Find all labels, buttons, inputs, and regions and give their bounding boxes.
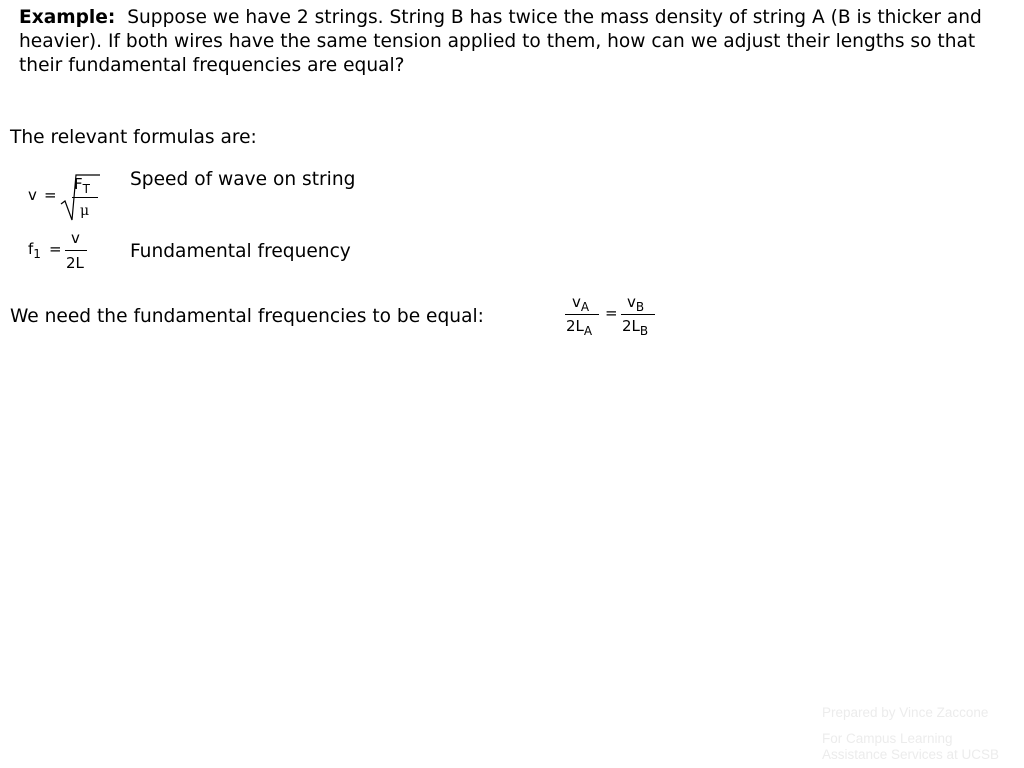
fundamental-denominator: 2L [66, 254, 84, 272]
problem-text: Suppose we have 2 strings. String B has twice the mass density of string A (B is thicker and heavier). If both wires have the same tension applied to them, how can we adjust their lengths so that their fundamental frequencies are equal? [19, 7, 982, 76]
wave-speed-equals: = [44, 186, 57, 204]
left-denominator: $2L_A$ [566, 317, 593, 338]
left-numerator: $v_A$ [572, 293, 590, 314]
problem-statement [19, 6, 1009, 78]
equal-condition-formula [565, 295, 665, 343]
left-fraction [565, 295, 599, 341]
fundamental-equals: = [49, 240, 62, 258]
mu-symbol: μ [80, 203, 90, 219]
right-numerator: $v_B$ [627, 293, 645, 314]
right-fraction [621, 295, 655, 341]
wave-speed-formula [28, 172, 108, 224]
wave-speed-numerator: $F_T$ [74, 175, 90, 196]
equal-condition-equals: = [605, 304, 618, 322]
formulas-heading: The relevant formulas are: [10, 127, 257, 148]
wave-speed-description: Speed of wave on string [130, 169, 356, 190]
equal-condition-text: We need the fundamental frequencies to be equal: [10, 306, 484, 327]
footer-affiliation-line1: For Campus Learning [822, 731, 953, 746]
fundamental-numerator: v [71, 229, 80, 247]
footer-affiliation-line2: Assistance Services at UCSB [822, 747, 1000, 762]
right-denominator: $2L_B$ [622, 317, 649, 338]
fundamental-frequency-formula [28, 231, 92, 275]
fundamental-fraction [65, 231, 87, 273]
example-label: Example: [19, 7, 116, 28]
wave-speed-fraction [72, 176, 98, 220]
footer-credit: Prepared by Vince Zaccone [822, 705, 989, 720]
wave-speed-lhs: v [28, 186, 37, 204]
fundamental-description: Fundamental frequency [130, 241, 351, 262]
fundamental-lhs: $f_1$ [28, 240, 41, 261]
